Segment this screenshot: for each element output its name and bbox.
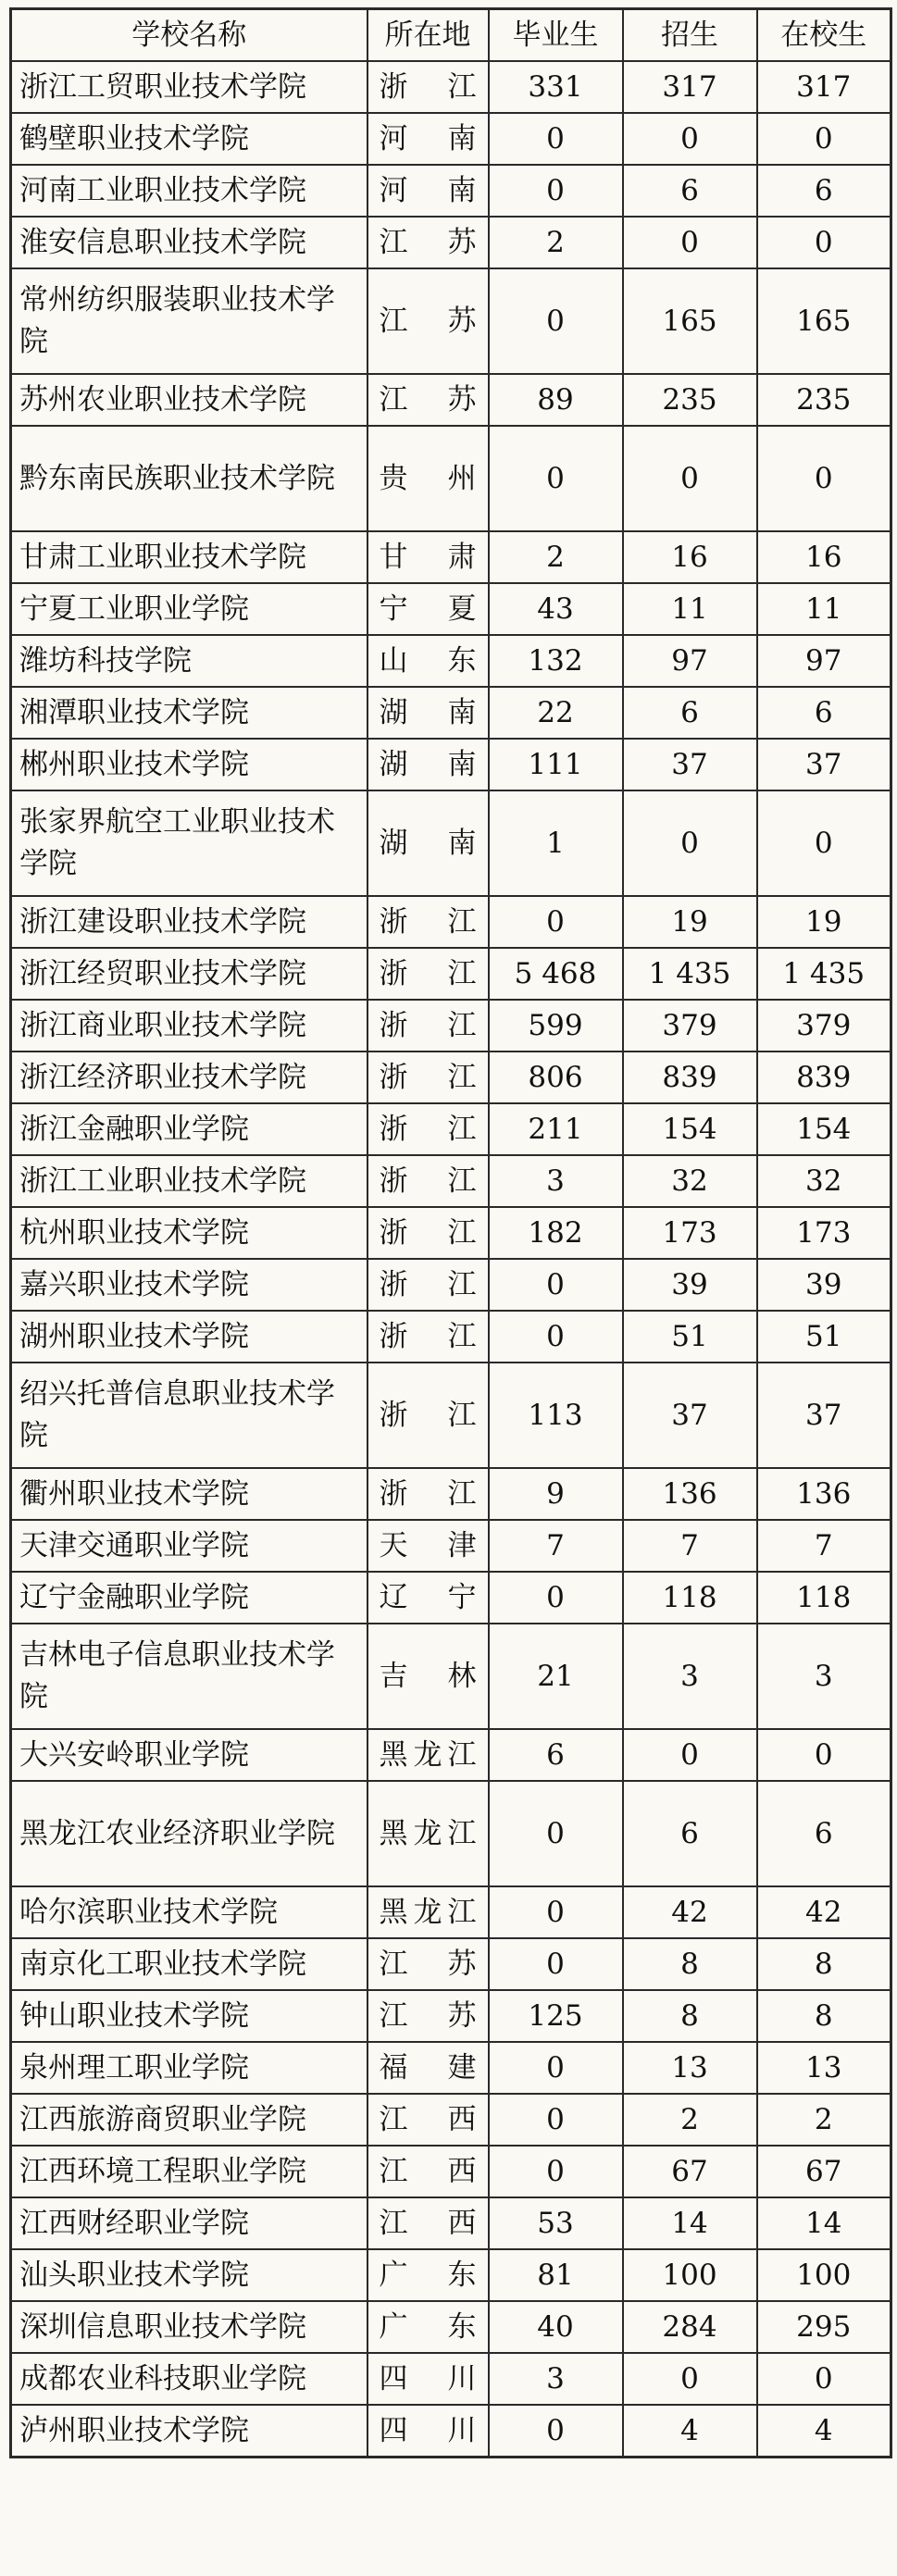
table-row — [11, 790, 891, 896]
cell-graduates: 331 — [489, 61, 623, 113]
cell-graduates: 6 — [489, 1729, 623, 1781]
table-row — [11, 1886, 891, 1938]
table-row — [11, 113, 891, 165]
cell-current-students: 0 — [757, 2353, 891, 2405]
cell-location: 浙 江 — [368, 1155, 489, 1207]
table-body — [11, 61, 891, 2458]
cell-graduates: 5 468 — [489, 948, 623, 1000]
cell-graduates: 111 — [489, 739, 623, 790]
cell-enrollment: 1 435 — [623, 948, 757, 1000]
cell-current-students: 0 — [757, 113, 891, 165]
cell-school-name: 吉林电子信息职业技术学院 — [11, 1624, 368, 1729]
table-row — [11, 1000, 891, 1052]
cell-enrollment: 173 — [623, 1207, 757, 1259]
cell-current-students: 32 — [757, 1155, 891, 1207]
cell-school-name: 潍坊科技学院 — [11, 635, 368, 687]
cell-school-name: 绍兴托普信息职业技术学院 — [11, 1363, 368, 1468]
cell-current-students: 839 — [757, 1052, 891, 1103]
cell-enrollment: 39 — [623, 1259, 757, 1311]
table-header — [11, 9, 891, 62]
cell-school-name: 衢州职业技术学院 — [11, 1468, 368, 1520]
cell-location: 湖 南 — [368, 790, 489, 896]
cell-location: 湖 南 — [368, 687, 489, 739]
cell-location: 河 南 — [368, 113, 489, 165]
cell-current-students: 6 — [757, 165, 891, 217]
table-row — [11, 2042, 891, 2094]
header-current-students: 在校生 — [757, 9, 891, 62]
table-row — [11, 2249, 891, 2301]
cell-graduates: 7 — [489, 1520, 623, 1572]
cell-school-name: 深圳信息职业技术学院 — [11, 2301, 368, 2353]
cell-graduates: 40 — [489, 2301, 623, 2353]
cell-enrollment: 284 — [623, 2301, 757, 2353]
table-row — [11, 1520, 891, 1572]
table-row — [11, 1938, 891, 1990]
table-row — [11, 268, 891, 374]
cell-enrollment: 0 — [623, 217, 757, 268]
cell-current-students: 2 — [757, 2094, 891, 2146]
cell-location: 辽 宁 — [368, 1572, 489, 1624]
cell-school-name: 宁夏工业职业学院 — [11, 583, 368, 635]
header-row — [11, 9, 891, 62]
cell-location: 贵 州 — [368, 426, 489, 531]
cell-current-students: 7 — [757, 1520, 891, 1572]
cell-location: 浙 江 — [368, 948, 489, 1000]
table-row — [11, 2405, 891, 2458]
cell-enrollment: 154 — [623, 1103, 757, 1155]
cell-current-students: 0 — [757, 217, 891, 268]
cell-school-name: 郴州职业技术学院 — [11, 739, 368, 790]
cell-school-name: 浙江建设职业技术学院 — [11, 896, 368, 948]
cell-current-students: 16 — [757, 531, 891, 583]
cell-school-name: 钟山职业技术学院 — [11, 1990, 368, 2042]
cell-school-name: 湖州职业技术学院 — [11, 1311, 368, 1363]
cell-graduates: 0 — [489, 2405, 623, 2458]
cell-school-name: 鹤壁职业技术学院 — [11, 113, 368, 165]
cell-location: 黑龙江 — [368, 1729, 489, 1781]
cell-current-students: 51 — [757, 1311, 891, 1363]
table-row — [11, 374, 891, 426]
cell-location: 浙 江 — [368, 896, 489, 948]
table-row — [11, 635, 891, 687]
table-row — [11, 1572, 891, 1624]
cell-enrollment: 0 — [623, 426, 757, 531]
cell-enrollment: 37 — [623, 1363, 757, 1468]
cell-current-students: 136 — [757, 1468, 891, 1520]
cell-graduates: 43 — [489, 583, 623, 635]
cell-graduates: 806 — [489, 1052, 623, 1103]
table-row — [11, 2353, 891, 2405]
cell-current-students: 11 — [757, 583, 891, 635]
table-row — [11, 948, 891, 1000]
table-row — [11, 1103, 891, 1155]
cell-location: 四 川 — [368, 2405, 489, 2458]
header-location: 所在地 — [368, 9, 489, 62]
cell-graduates: 2 — [489, 217, 623, 268]
cell-graduates: 0 — [489, 1781, 623, 1886]
cell-location: 黑龙江 — [368, 1781, 489, 1886]
cell-graduates: 3 — [489, 2353, 623, 2405]
cell-location: 天 津 — [368, 1520, 489, 1572]
cell-school-name: 汕头职业技术学院 — [11, 2249, 368, 2301]
cell-current-students: 100 — [757, 2249, 891, 2301]
cell-graduates: 22 — [489, 687, 623, 739]
cell-location: 浙 江 — [368, 1311, 489, 1363]
cell-school-name: 天津交通职业学院 — [11, 1520, 368, 1572]
cell-graduates: 81 — [489, 2249, 623, 2301]
cell-location: 浙 江 — [368, 1052, 489, 1103]
cell-school-name: 浙江经贸职业技术学院 — [11, 948, 368, 1000]
cell-graduates: 3 — [489, 1155, 623, 1207]
cell-enrollment: 19 — [623, 896, 757, 948]
cell-location: 江 苏 — [368, 217, 489, 268]
cell-school-name: 浙江金融职业学院 — [11, 1103, 368, 1155]
table-row — [11, 1781, 891, 1886]
cell-location: 广 东 — [368, 2301, 489, 2353]
cell-school-name: 黑龙江农业经济职业学院 — [11, 1781, 368, 1886]
cell-graduates: 0 — [489, 268, 623, 374]
cell-graduates: 21 — [489, 1624, 623, 1729]
cell-school-name: 嘉兴职业技术学院 — [11, 1259, 368, 1311]
cell-graduates: 0 — [489, 113, 623, 165]
cell-current-students: 295 — [757, 2301, 891, 2353]
cell-graduates: 113 — [489, 1363, 623, 1468]
cell-school-name: 成都农业科技职业学院 — [11, 2353, 368, 2405]
cell-enrollment: 3 — [623, 1624, 757, 1729]
table-row — [11, 1052, 891, 1103]
cell-graduates: 182 — [489, 1207, 623, 1259]
cell-current-students: 39 — [757, 1259, 891, 1311]
cell-school-name: 黔东南民族职业技术学院 — [11, 426, 368, 531]
cell-enrollment: 8 — [623, 1990, 757, 2042]
cell-graduates: 0 — [489, 1938, 623, 1990]
cell-current-students: 165 — [757, 268, 891, 374]
cell-location: 浙 江 — [368, 1259, 489, 1311]
cell-enrollment: 839 — [623, 1052, 757, 1103]
cell-enrollment: 0 — [623, 790, 757, 896]
cell-enrollment: 136 — [623, 1468, 757, 1520]
cell-enrollment: 32 — [623, 1155, 757, 1207]
cell-location: 福 建 — [368, 2042, 489, 2094]
cell-graduates: 0 — [489, 1572, 623, 1624]
table-row — [11, 687, 891, 739]
cell-enrollment: 6 — [623, 687, 757, 739]
cell-school-name: 大兴安岭职业学院 — [11, 1729, 368, 1781]
cell-location: 四 川 — [368, 2353, 489, 2405]
cell-graduates: 0 — [489, 2094, 623, 2146]
cell-current-students: 118 — [757, 1572, 891, 1624]
cell-current-students: 3 — [757, 1624, 891, 1729]
cell-school-name: 泉州理工职业学院 — [11, 2042, 368, 2094]
cell-school-name: 哈尔滨职业技术学院 — [11, 1886, 368, 1938]
cell-school-name: 南京化工职业技术学院 — [11, 1938, 368, 1990]
cell-graduates: 0 — [489, 1311, 623, 1363]
cell-enrollment: 165 — [623, 268, 757, 374]
cell-enrollment: 235 — [623, 374, 757, 426]
cell-school-name: 河南工业职业技术学院 — [11, 165, 368, 217]
cell-school-name: 湘潭职业技术学院 — [11, 687, 368, 739]
table-row — [11, 1468, 891, 1520]
cell-current-students: 0 — [757, 1729, 891, 1781]
enrollment-table — [9, 7, 892, 2458]
cell-location: 吉 林 — [368, 1624, 489, 1729]
table-row — [11, 61, 891, 113]
cell-enrollment: 7 — [623, 1520, 757, 1572]
cell-enrollment: 118 — [623, 1572, 757, 1624]
cell-location: 江 苏 — [368, 268, 489, 374]
header-enrollment: 招生 — [623, 9, 757, 62]
cell-enrollment: 0 — [623, 2353, 757, 2405]
cell-school-name: 甘肃工业职业技术学院 — [11, 531, 368, 583]
table-row — [11, 896, 891, 948]
table-row — [11, 1155, 891, 1207]
cell-location: 江 苏 — [368, 1990, 489, 2042]
cell-graduates: 0 — [489, 1259, 623, 1311]
cell-current-students: 13 — [757, 2042, 891, 2094]
cell-enrollment: 67 — [623, 2146, 757, 2197]
cell-graduates: 599 — [489, 1000, 623, 1052]
cell-graduates: 89 — [489, 374, 623, 426]
cell-school-name: 浙江商业职业技术学院 — [11, 1000, 368, 1052]
cell-graduates: 125 — [489, 1990, 623, 2042]
cell-current-students: 6 — [757, 1781, 891, 1886]
cell-current-students: 1 435 — [757, 948, 891, 1000]
cell-enrollment: 51 — [623, 1311, 757, 1363]
cell-location: 浙 江 — [368, 1468, 489, 1520]
cell-location: 广 东 — [368, 2249, 489, 2301]
cell-enrollment: 317 — [623, 61, 757, 113]
cell-graduates: 0 — [489, 896, 623, 948]
cell-current-students: 154 — [757, 1103, 891, 1155]
table-row — [11, 2146, 891, 2197]
cell-current-students: 0 — [757, 426, 891, 531]
cell-enrollment: 13 — [623, 2042, 757, 2094]
cell-current-students: 97 — [757, 635, 891, 687]
table-row — [11, 1729, 891, 1781]
table-row — [11, 217, 891, 268]
cell-school-name: 浙江工业职业技术学院 — [11, 1155, 368, 1207]
cell-graduates: 53 — [489, 2197, 623, 2249]
cell-current-students: 37 — [757, 1363, 891, 1468]
cell-enrollment: 0 — [623, 1729, 757, 1781]
cell-current-students: 8 — [757, 1990, 891, 2042]
cell-graduates: 0 — [489, 2146, 623, 2197]
cell-current-students: 0 — [757, 790, 891, 896]
cell-school-name: 江西旅游商贸职业学院 — [11, 2094, 368, 2146]
cell-current-students: 14 — [757, 2197, 891, 2249]
cell-location: 浙 江 — [368, 1000, 489, 1052]
cell-school-name: 泸州职业技术学院 — [11, 2405, 368, 2458]
cell-enrollment: 42 — [623, 1886, 757, 1938]
cell-current-students: 42 — [757, 1886, 891, 1938]
header-graduates: 毕业生 — [489, 9, 623, 62]
cell-current-students: 6 — [757, 687, 891, 739]
cell-current-students: 37 — [757, 739, 891, 790]
cell-school-name: 淮安信息职业技术学院 — [11, 217, 368, 268]
cell-graduates: 2 — [489, 531, 623, 583]
cell-school-name: 常州纺织服装职业技术学院 — [11, 268, 368, 374]
cell-current-students: 8 — [757, 1938, 891, 1990]
cell-location: 江 西 — [368, 2146, 489, 2197]
table-row — [11, 583, 891, 635]
cell-school-name: 浙江工贸职业技术学院 — [11, 61, 368, 113]
cell-enrollment: 6 — [623, 1781, 757, 1886]
table-row — [11, 531, 891, 583]
cell-school-name: 苏州农业职业技术学院 — [11, 374, 368, 426]
table-row — [11, 2094, 891, 2146]
cell-current-students: 379 — [757, 1000, 891, 1052]
cell-location: 浙 江 — [368, 1103, 489, 1155]
cell-current-students: 4 — [757, 2405, 891, 2458]
cell-graduates: 132 — [489, 635, 623, 687]
table-row — [11, 739, 891, 790]
cell-enrollment: 100 — [623, 2249, 757, 2301]
cell-enrollment: 8 — [623, 1938, 757, 1990]
table-row — [11, 426, 891, 531]
cell-location: 黑龙江 — [368, 1886, 489, 1938]
cell-graduates: 0 — [489, 2042, 623, 2094]
table-row — [11, 1207, 891, 1259]
cell-current-students: 173 — [757, 1207, 891, 1259]
cell-school-name: 浙江经济职业技术学院 — [11, 1052, 368, 1103]
cell-location: 宁 夏 — [368, 583, 489, 635]
table-row — [11, 1311, 891, 1363]
cell-enrollment: 14 — [623, 2197, 757, 2249]
cell-enrollment: 11 — [623, 583, 757, 635]
table-row — [11, 1990, 891, 2042]
cell-location: 江 西 — [368, 2197, 489, 2249]
cell-location: 江 西 — [368, 2094, 489, 2146]
header-school-name: 学校名称 — [11, 9, 368, 62]
table-row — [11, 165, 891, 217]
cell-location: 湖 南 — [368, 739, 489, 790]
cell-graduates: 0 — [489, 1886, 623, 1938]
table-row — [11, 1624, 891, 1729]
table-row — [11, 1363, 891, 1468]
cell-location: 山 东 — [368, 635, 489, 687]
cell-school-name: 江西财经职业学院 — [11, 2197, 368, 2249]
cell-location: 甘 肃 — [368, 531, 489, 583]
cell-location: 浙 江 — [368, 1363, 489, 1468]
cell-school-name: 张家界航空工业职业技术学院 — [11, 790, 368, 896]
cell-enrollment: 37 — [623, 739, 757, 790]
cell-enrollment: 2 — [623, 2094, 757, 2146]
cell-current-students: 67 — [757, 2146, 891, 2197]
cell-location: 江 苏 — [368, 374, 489, 426]
table-row — [11, 1259, 891, 1311]
cell-location: 江 苏 — [368, 1938, 489, 1990]
cell-school-name: 辽宁金融职业学院 — [11, 1572, 368, 1624]
cell-graduates: 9 — [489, 1468, 623, 1520]
cell-location: 河 南 — [368, 165, 489, 217]
cell-school-name: 杭州职业技术学院 — [11, 1207, 368, 1259]
cell-graduates: 0 — [489, 426, 623, 531]
table-row — [11, 2197, 891, 2249]
cell-current-students: 235 — [757, 374, 891, 426]
cell-graduates: 1 — [489, 790, 623, 896]
table-row — [11, 2301, 891, 2353]
cell-enrollment: 4 — [623, 2405, 757, 2458]
cell-graduates: 211 — [489, 1103, 623, 1155]
cell-current-students: 317 — [757, 61, 891, 113]
cell-enrollment: 0 — [623, 113, 757, 165]
cell-graduates: 0 — [489, 165, 623, 217]
cell-enrollment: 6 — [623, 165, 757, 217]
cell-current-students: 19 — [757, 896, 891, 948]
cell-enrollment: 97 — [623, 635, 757, 687]
cell-school-name: 江西环境工程职业学院 — [11, 2146, 368, 2197]
cell-location: 浙 江 — [368, 61, 489, 113]
cell-location: 浙 江 — [368, 1207, 489, 1259]
cell-enrollment: 379 — [623, 1000, 757, 1052]
cell-enrollment: 16 — [623, 531, 757, 583]
